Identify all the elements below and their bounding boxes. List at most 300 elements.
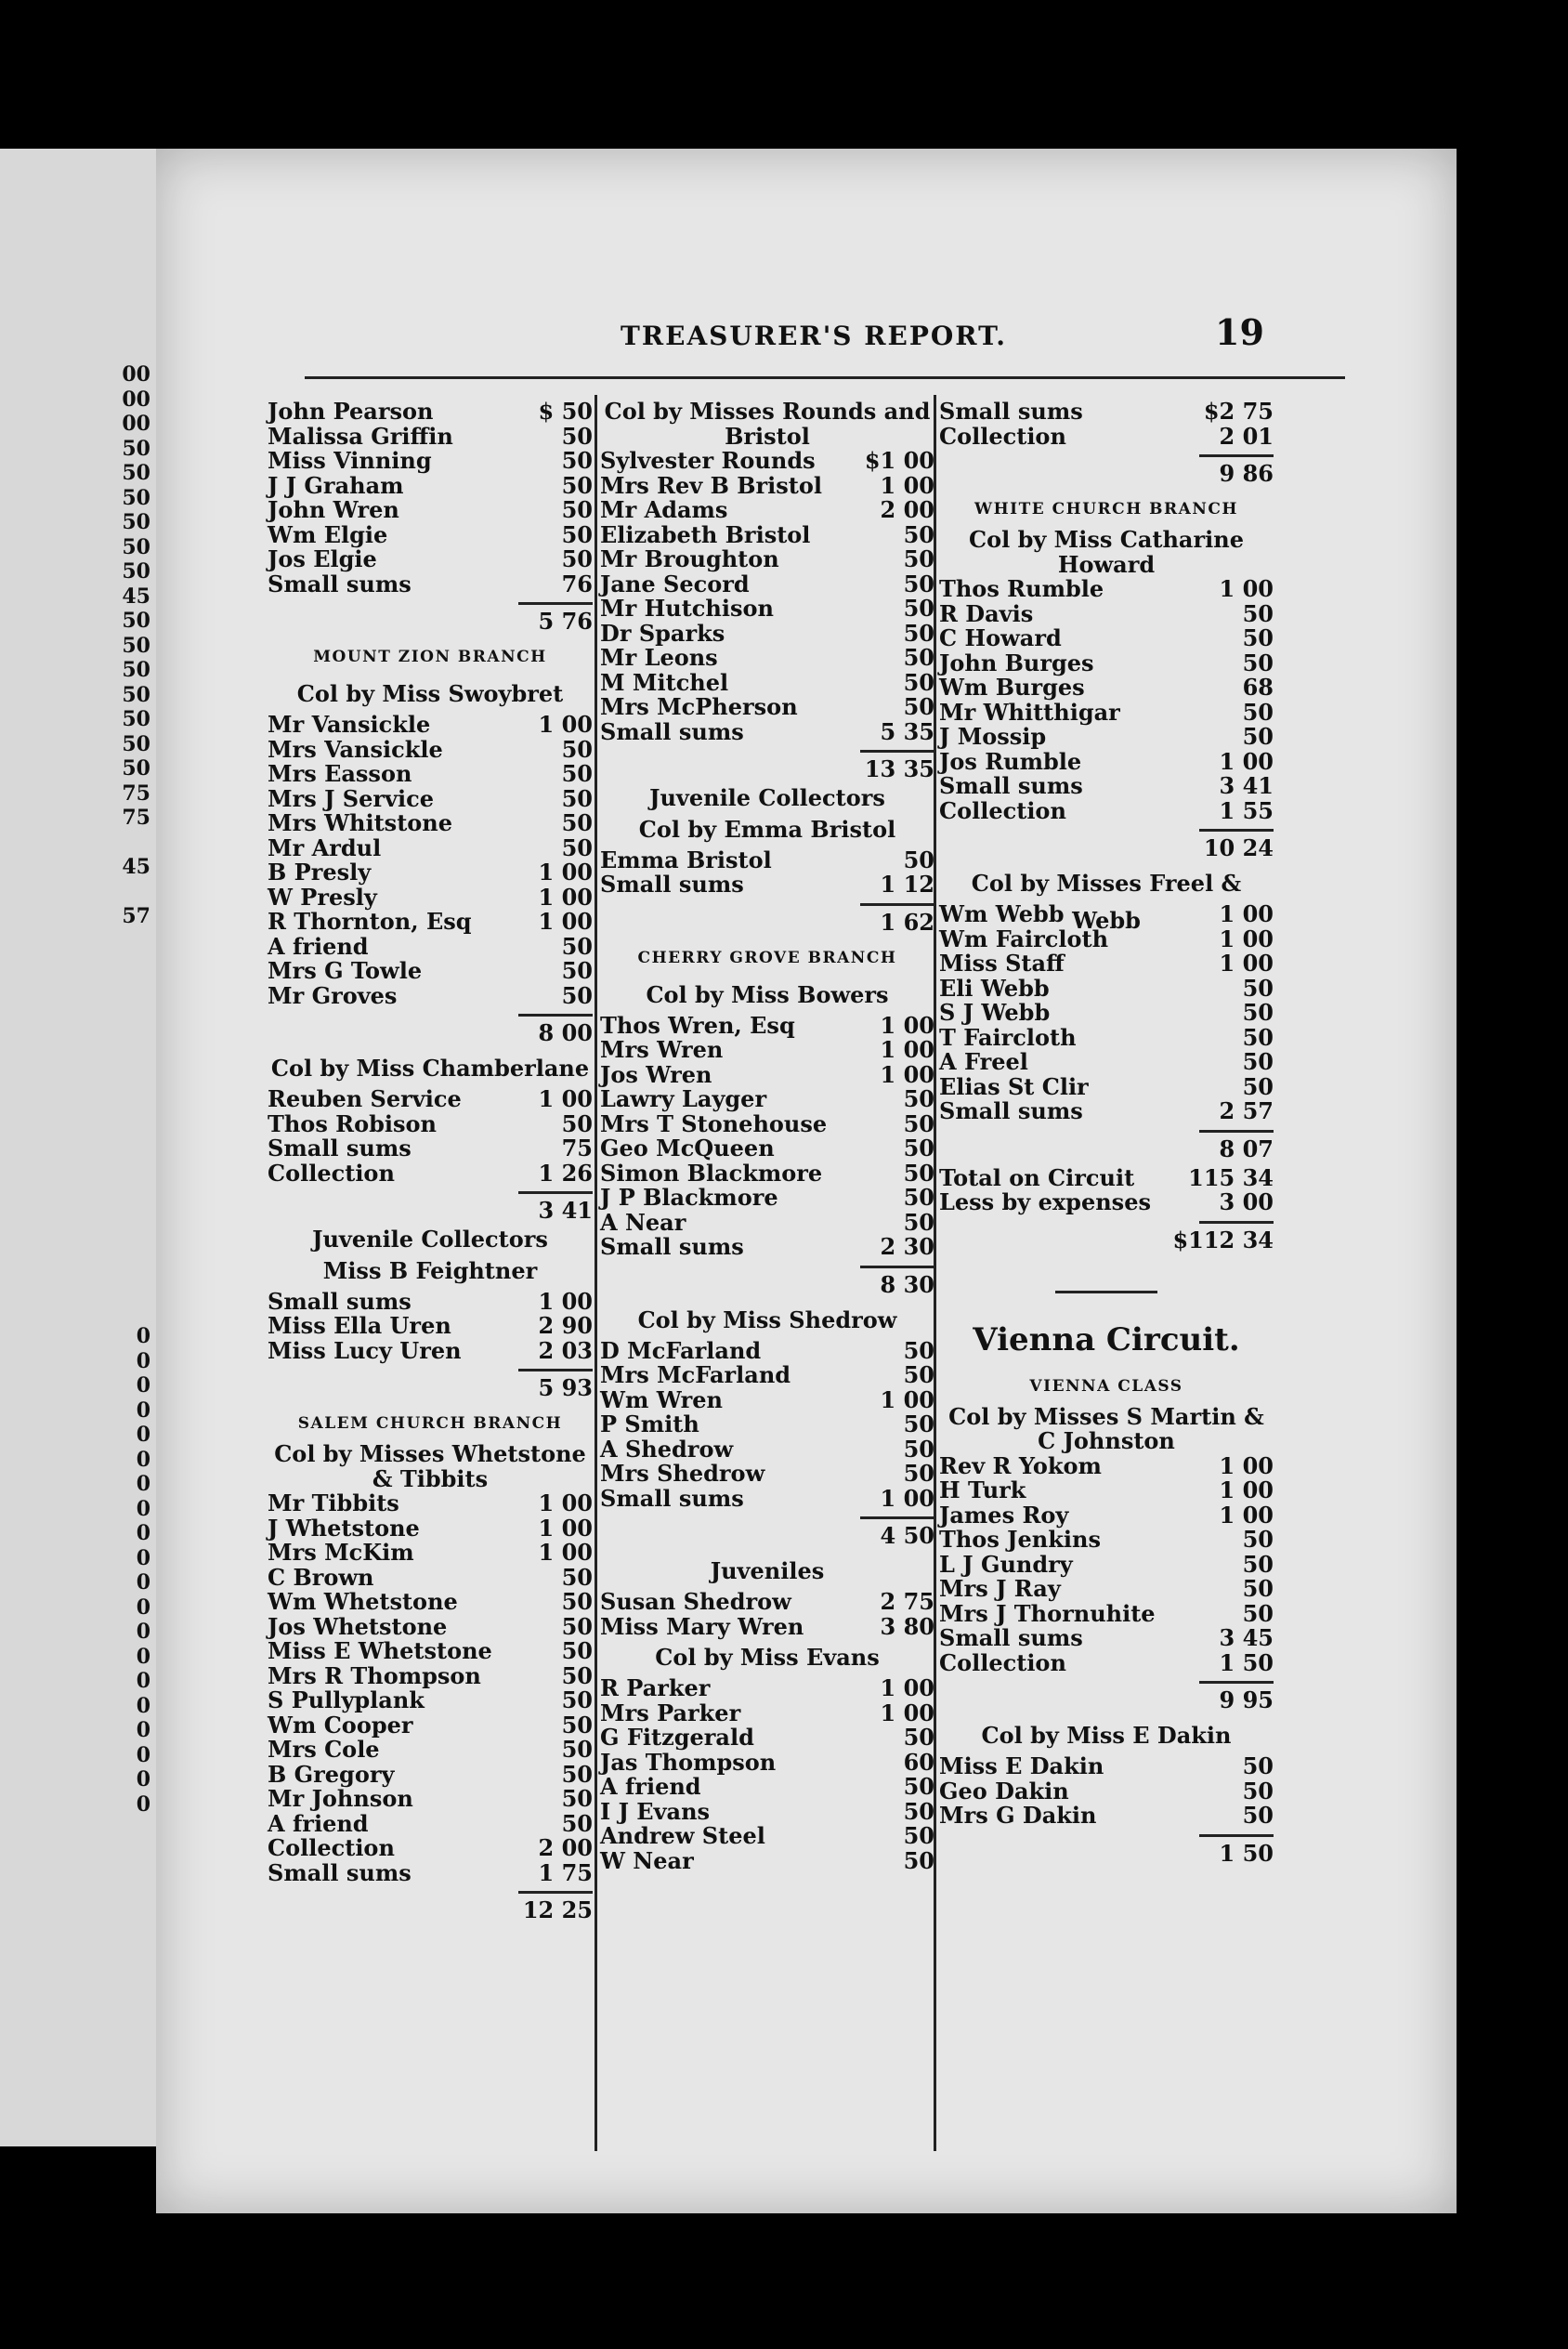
contribution-amount: 50 (561, 1686, 593, 1713)
contributor-name: John Burges (939, 649, 1094, 676)
contributor-name: R Thornton, Esq (268, 908, 472, 935)
margin-value: 57 (122, 904, 150, 928)
ledger-row (600, 873, 934, 898)
contribution-amount: 50 (1242, 624, 1274, 651)
contribution-amount: 50 (903, 1411, 934, 1437)
contributor-name: Elizabeth Bristol (600, 520, 811, 548)
ledger-row (268, 1858, 593, 1886)
facing-page-values-top (122, 362, 150, 929)
contribution-amount: 50 (903, 1724, 934, 1751)
contributor-name: Mrs T Stonehouse (600, 1109, 828, 1137)
ledger-row (600, 1590, 934, 1615)
margin-value: 0 (136, 1447, 150, 1472)
contributor-name: S Pullyplank (268, 1686, 425, 1713)
margin-value: 0 (136, 1398, 150, 1423)
contribution-amount: 1 00 (1219, 1451, 1274, 1479)
margin-value: 75 (122, 781, 150, 806)
contribution-amount: 1 00 (538, 1539, 593, 1566)
section-heading: Juveniles (710, 1557, 825, 1584)
contribution-amount: 50 (561, 760, 593, 787)
contributor-name: Small sums (939, 1097, 1083, 1124)
ledger-row (268, 1516, 593, 1542)
contribution-amount: 1 00 (538, 1287, 593, 1315)
contribution-amount: 50 (561, 422, 593, 450)
ledger-row (268, 400, 593, 425)
entry-list (600, 449, 934, 744)
contribution-amount: 50 (561, 447, 593, 474)
contribution-amount: 68 (1242, 674, 1274, 701)
ledger-row (600, 1060, 934, 1088)
contribution-amount: 50 (903, 1109, 934, 1137)
ledger-row (939, 796, 1274, 824)
contribution-amount: $1 00 (864, 447, 934, 474)
ledger-row (939, 1451, 1274, 1479)
contribution-amount: 50 (903, 1361, 934, 1388)
contributor-name: Collection (939, 796, 1066, 824)
ledger-row (268, 422, 593, 450)
ledger-row (939, 676, 1274, 701)
contributor-name: James Roy (939, 1501, 1069, 1529)
contributor-name: Reuben Service (268, 1085, 462, 1112)
ledger-row (600, 498, 934, 523)
contributor-name: Collection (268, 1834, 395, 1861)
ledger-row (268, 959, 593, 984)
contributor-name: A friend (600, 1773, 701, 1800)
ledger-row (600, 1701, 934, 1726)
ledger-row (939, 1804, 1274, 1829)
contribution-amount: $ 50 (538, 398, 593, 425)
entry-list (600, 1590, 934, 1639)
contributor-name: Mr Groves (268, 981, 398, 1009)
margin-value: 75 (122, 806, 150, 830)
contribution-amount: 1 00 (1219, 747, 1274, 775)
ledger-row (268, 1336, 593, 1364)
ledger-row (268, 1563, 593, 1591)
contribution-amount: 50 (903, 1846, 934, 1874)
ledger-row (600, 619, 934, 647)
contributor-name: Mr Leons (600, 644, 718, 671)
margin-value: 0 (136, 1742, 150, 1767)
contributor-name: I J Evans (600, 1797, 711, 1825)
ledger-row (268, 735, 593, 763)
contributor-name: Susan Shedrow (600, 1588, 791, 1615)
contribution-amount: 1 75 (538, 1858, 593, 1886)
contributor-name: Mrs McPherson (600, 693, 798, 720)
ledger-row (600, 1824, 934, 1849)
ledger-row (600, 597, 934, 622)
ledger-row (939, 1023, 1274, 1051)
ledger-row (939, 1754, 1274, 1779)
header-rule (305, 376, 1345, 379)
margin-value: 0 (136, 1348, 150, 1373)
collector-line: Col by Misses Freel & Webb (971, 870, 1242, 934)
ledger-row (600, 1846, 934, 1874)
contributor-name: Lawry Layger (600, 1085, 767, 1112)
contribution-amount: 50 (1242, 1550, 1274, 1578)
contribution-amount: 50 (903, 1159, 934, 1187)
contributor-name: Mr Whitthigar (939, 698, 1120, 726)
margin-value: 50 (122, 682, 150, 707)
ledger-row (268, 762, 593, 787)
subtotal: 5 93 (538, 1374, 593, 1401)
contribution-amount: 1 00 (538, 711, 593, 738)
contributor-name: Emma Bristol (600, 846, 772, 873)
contributor-name: G Fitzgerald (600, 1724, 754, 1751)
contributor-name: Miss E Dakin (939, 1752, 1104, 1779)
entry-list (939, 1754, 1274, 1829)
contributor-name: Small sums (600, 717, 744, 745)
ledger-row (268, 1109, 593, 1137)
contribution-amount: 50 (903, 1336, 934, 1364)
contribution-amount: 50 (903, 1773, 934, 1800)
ledger-row (939, 725, 1274, 750)
circuit-title: Vienna Circuit. (973, 1320, 1240, 1358)
contribution-amount: 60 (903, 1748, 934, 1776)
contributor-name: Mrs McKim (268, 1539, 414, 1566)
contribution-amount: 1 00 (880, 1036, 934, 1063)
contribution-amount: 2 30 (880, 1233, 934, 1260)
ledger-row (939, 1550, 1274, 1578)
ledger-row (268, 1087, 593, 1112)
ledger-row (268, 1688, 593, 1713)
margin-value: 50 (122, 609, 150, 633)
contribution-amount: 50 (1242, 1752, 1274, 1779)
ledger-row (600, 1136, 934, 1161)
contribution-amount: 1 00 (880, 1060, 934, 1088)
ledger-row (268, 784, 593, 812)
contributor-name: L J Gundry (939, 1550, 1073, 1578)
ledger-row (939, 400, 1274, 425)
branch-heading: SALEM CHURCH BRANCH (297, 1414, 563, 1433)
contribution-amount: 50 (561, 471, 593, 499)
contributor-name: Rev R Yokom (939, 1451, 1102, 1479)
contribution-amount: 50 (903, 1135, 934, 1161)
contributor-name: J Whetstone (268, 1514, 420, 1542)
ledger-row (600, 1235, 934, 1260)
ledger-row (600, 1775, 934, 1800)
subtotal: 10 24 (1203, 834, 1274, 861)
contribution-amount: 115 34 (1188, 1163, 1274, 1191)
contributor-name: Miss Lucy Uren (268, 1336, 462, 1364)
ledger-row (939, 1050, 1274, 1075)
contributor-name: Mrs McFarland (600, 1361, 791, 1388)
contribution-amount: 2 75 (880, 1588, 934, 1615)
ledger-row (600, 1038, 934, 1063)
column-3 (939, 400, 1274, 1870)
contribution-amount: 50 (1242, 1023, 1274, 1051)
contribution-amount: 50 (903, 595, 934, 622)
margin-value: 0 (136, 1718, 150, 1742)
contributor-name: Mrs J Service (268, 784, 434, 812)
ledger-row (268, 547, 593, 572)
contribution-amount: 50 (561, 1109, 593, 1137)
contributor-name: A Shedrow (600, 1435, 734, 1463)
entry-list (939, 1451, 1274, 1676)
contributor-name: Geo McQueen (600, 1135, 775, 1161)
subtotal: 8 07 (1219, 1135, 1274, 1162)
ledger-row (600, 1208, 934, 1236)
ledger-row (600, 1797, 934, 1825)
ledger-row (939, 1626, 1274, 1651)
contributor-name: Small sums (600, 1484, 744, 1512)
contributor-name: Eli Webb (939, 974, 1050, 1002)
ledger-row (600, 848, 934, 873)
ledger-row (268, 910, 593, 935)
contributor-name: Mrs J Thornuhite (939, 1599, 1156, 1627)
contribution-amount: 3 41 (1219, 772, 1274, 799)
contribution-amount: 50 (561, 932, 593, 960)
contribution-amount: 1 00 (1219, 925, 1274, 952)
entry-list (939, 1163, 1274, 1215)
contribution-amount: 50 (903, 619, 934, 647)
ledger-row (600, 695, 934, 720)
contributor-name: Mrs J Ray (939, 1575, 1061, 1602)
contributor-name: Wm Faircloth (939, 925, 1109, 952)
contribution-amount: 50 (903, 644, 934, 671)
contribution-amount: 3 45 (1219, 1624, 1274, 1651)
ledger-row (600, 449, 934, 474)
section-rule (1055, 1291, 1157, 1293)
margin-value: 50 (122, 510, 150, 534)
ledger-row (939, 626, 1274, 651)
margin-value: 50 (122, 485, 150, 510)
ledger-row (939, 747, 1274, 775)
entry-list (600, 848, 934, 898)
contributor-name: H Turk (939, 1476, 1026, 1503)
margin-value: 0 (136, 1594, 150, 1620)
contribution-amount: 50 (561, 1809, 593, 1837)
ledger-row (600, 1087, 934, 1112)
ledger-row (600, 1385, 934, 1413)
contributor-name: B Presly (268, 859, 372, 886)
ledger-row (600, 1462, 934, 1487)
contributor-name: Mrs Cole (268, 1736, 380, 1763)
branch-heading: MOUNT ZION BRANCH (313, 648, 547, 666)
ledger-row (600, 520, 934, 548)
contribution-amount: 1 55 (1219, 796, 1274, 824)
contribution-amount: 1 00 (538, 1085, 593, 1112)
contribution-amount: 1 00 (880, 1484, 934, 1512)
collector-line: Col by Miss Chamberlane (270, 1055, 590, 1082)
margin-value: 50 (122, 756, 150, 781)
contribution-amount: 50 (561, 1563, 593, 1591)
ledger-row (600, 668, 934, 696)
contributor-name: B Gregory (268, 1760, 395, 1788)
contribution-amount: 50 (1242, 1777, 1274, 1804)
contributor-name: Collection (268, 1159, 395, 1187)
margin-value: 50 (122, 436, 150, 461)
ledger-row (268, 860, 593, 886)
contribution-amount: 50 (903, 1208, 934, 1236)
contribution-amount: 1 00 (538, 883, 593, 911)
contributor-name: Jas Thompson (600, 1748, 777, 1776)
contribution-amount: 2 90 (538, 1312, 593, 1339)
margin-value: 00 (122, 362, 150, 387)
contributor-name: Wm Wren (600, 1385, 723, 1413)
contributor-name: C Brown (268, 1563, 374, 1591)
contribution-amount: 50 (561, 1588, 593, 1615)
section-heading: Juvenile Collectors (312, 1226, 548, 1253)
contribution-amount: 1 00 (880, 1385, 934, 1413)
ledger-row (939, 651, 1274, 676)
contributor-name: Malissa Griffin (268, 422, 453, 450)
contribution-amount: 1 00 (538, 859, 593, 886)
contribution-amount: 76 (561, 570, 593, 597)
ledger-row (939, 577, 1274, 602)
contributor-name: Small sums (600, 1233, 744, 1260)
contributor-name: W Presly (268, 883, 377, 911)
contributor-name: Mrs Vansickle (268, 735, 443, 763)
margin-value: 45 (122, 584, 150, 609)
contribution-amount: 50 (903, 1797, 934, 1825)
contribution-amount: 50 (1242, 1802, 1274, 1829)
contribution-amount: 50 (561, 496, 593, 523)
margin-value (122, 880, 150, 905)
contribution-amount: 50 (561, 833, 593, 861)
margin-value: 0 (136, 1644, 150, 1669)
contribution-amount: 50 (561, 1736, 593, 1763)
collector-line: Col by Miss E Dakin (981, 1722, 1232, 1749)
entry-list (268, 400, 593, 597)
contribution-amount: 50 (561, 957, 593, 984)
contribution-amount: 3 80 (880, 1612, 934, 1640)
margin-value: 00 (122, 412, 150, 436)
contributor-name: John Pearson (268, 398, 434, 425)
ledger-row (939, 1528, 1274, 1553)
ledger-row (268, 811, 593, 836)
margin-value: 0 (136, 1570, 150, 1594)
contributor-name: Wm Elgie (268, 520, 388, 548)
contributor-name: A friend (268, 932, 369, 960)
margin-value: 0 (136, 1324, 150, 1348)
contributor-name: Mrs G Towle (268, 957, 423, 984)
contribution-amount: 50 (1242, 723, 1274, 750)
contribution-amount: 50 (561, 1785, 593, 1812)
contribution-amount: 50 (561, 1637, 593, 1664)
contribution-amount: 1 12 (880, 871, 934, 898)
ledger-row (939, 951, 1274, 977)
contribution-amount: 50 (903, 1184, 934, 1211)
margin-value: 0 (136, 1669, 150, 1693)
report-page (156, 149, 1457, 2213)
ledger-row (268, 1809, 593, 1837)
contributor-name: Thos Jenkins (939, 1526, 1101, 1553)
margin-value: 0 (136, 1791, 150, 1817)
contribution-amount: $2 75 (1203, 398, 1274, 425)
entry-list (600, 1011, 934, 1260)
branch-heading: VIENNA CLASS (1029, 1376, 1183, 1396)
page-number: 19 (1215, 311, 1264, 353)
subtotal: 9 95 (1219, 1686, 1274, 1713)
contribution-amount: 2 01 (1219, 422, 1274, 450)
contribution-amount: 5 35 (880, 717, 934, 745)
column-2 (600, 400, 934, 1873)
margin-value: 0 (136, 1545, 150, 1570)
contributor-name: Mr Hutchison (600, 595, 774, 622)
margin-value: 0 (136, 1472, 150, 1496)
ledger-row (600, 1676, 934, 1701)
contribution-amount: 50 (1242, 1072, 1274, 1100)
contribution-amount: 50 (903, 846, 934, 873)
contributor-name: Simon Blackmore (600, 1159, 823, 1187)
section-heading: Juvenile Collectors (649, 784, 885, 811)
contributor-name: Mrs Parker (600, 1699, 741, 1726)
entry-list (939, 400, 1274, 449)
contribution-amount: 50 (1242, 1599, 1274, 1627)
contributor-name: A Freel (939, 1048, 1028, 1075)
collector-line: Col by Miss Shedrow (637, 1306, 897, 1333)
margin-value: 0 (136, 1423, 150, 1447)
contributor-name: A friend (268, 1809, 369, 1837)
entry-list (268, 1287, 593, 1364)
contribution-amount: 1 00 (1219, 950, 1274, 977)
ledger-row (600, 1186, 934, 1211)
ledger-row (939, 1001, 1274, 1026)
collector-line: Col by Misses S Martin & C Johnston (948, 1402, 1264, 1454)
collector-line: Col by Miss Evans (655, 1644, 880, 1671)
contributor-name: Mrs R Thompson (268, 1661, 481, 1689)
grand-total: $112 34 (1172, 1226, 1274, 1253)
contribution-amount: 1 00 (538, 1489, 593, 1516)
contributor-name: Wm Webb (939, 900, 1065, 927)
collector-line: Col by Emma Bristol (638, 815, 896, 843)
contributor-name: Thos Rumble (939, 575, 1104, 602)
contributor-name: C Howard (939, 624, 1062, 651)
margin-value: 50 (122, 559, 150, 584)
contributor-name: Jos Whetstone (268, 1612, 448, 1640)
contribution-amount: 50 (1242, 1575, 1274, 1602)
ledger-row (268, 1713, 593, 1739)
ledger-row (600, 1109, 934, 1137)
contributor-name: Miss Staff (939, 950, 1065, 977)
ledger-row (939, 1503, 1274, 1529)
ledger-row (268, 1661, 593, 1689)
contributor-name: Mrs Easson (268, 760, 412, 787)
contributor-name: Miss Ella Uren (268, 1312, 451, 1339)
contributor-name: Jos Elgie (268, 545, 377, 572)
contribution-amount: 50 (1242, 698, 1274, 726)
facing-page-edge (0, 149, 156, 2146)
contributor-name: Mr Broughton (600, 545, 779, 572)
subtotal: 8 00 (538, 1019, 593, 1046)
subtotal: 8 30 (880, 1270, 934, 1298)
contributor-name: Mr Adams (600, 496, 728, 523)
contribution-amount: 50 (561, 1760, 593, 1788)
ledger-row (939, 1648, 1274, 1676)
contribution-amount: 50 (561, 1711, 593, 1739)
contribution-amount: 50 (561, 545, 593, 572)
ledger-row (268, 498, 593, 523)
ledger-row (268, 1491, 593, 1516)
entry-list (600, 1336, 934, 1512)
contribution-amount: 50 (561, 981, 593, 1009)
facing-page-values-bottom (137, 1324, 150, 1817)
contributor-name: Small sums (268, 570, 412, 597)
ledger-row (600, 1161, 934, 1187)
ledger-row (600, 1011, 934, 1039)
margin-value: 0 (136, 1496, 150, 1521)
subtotal: 1 50 (1219, 1839, 1274, 1867)
ledger-row (268, 1836, 593, 1861)
branch-heading: WHITE CHURCH BRANCH (973, 500, 1238, 518)
contribution-amount: 50 (903, 693, 934, 720)
contributor-name: Wm Cooper (268, 1711, 413, 1739)
ledger-row (268, 1314, 593, 1339)
contributor-name: Mr Vansickle (268, 711, 431, 738)
contribution-amount: 50 (1242, 599, 1274, 627)
contribution-amount: 50 (1242, 999, 1274, 1026)
ledger-row (600, 717, 934, 745)
